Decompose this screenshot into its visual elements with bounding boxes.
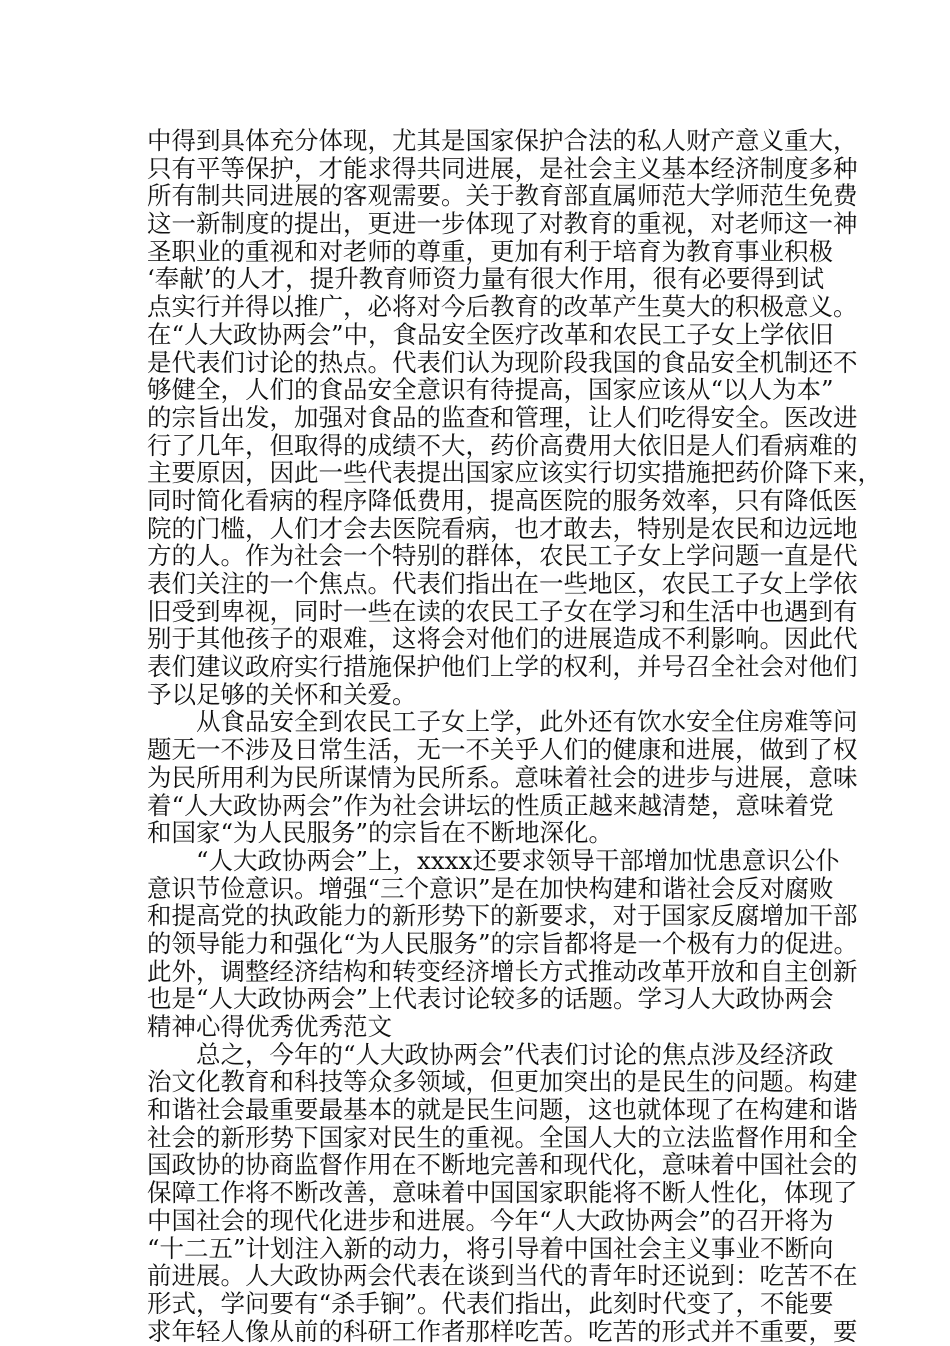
text-line: 的宗旨出发，加强对食品的监查和管理，让人们吃得安全。医改进 [147,402,858,432]
text-line: 主要原因，因此一些代表提出国家应该实行切实措施把药价降下来， [147,458,882,488]
text-line: 保障工作将不断改善，意味着中国国家职能将不断人性化，体现了 [147,1178,858,1208]
text-line: 方的人。作为社会一个特别的群体，农民工子女上学问题一直是代 [147,541,858,571]
text-line: 国政协的协商监督作用在不断地完善和现代化，意味着中国社会的 [147,1150,858,1180]
text-line: 和国家“为人民服务”的宗旨在不断地深化。 [147,818,614,848]
text-line: 求年轻人像从前的科研工作者那样吃苦。吃苦的形式并不重要，要 [147,1316,858,1346]
text-line: 点实行并得以推广，必将对今后教育的改革产生莫大的积极意义。 [147,292,858,322]
paragraph [147,1039,858,1346]
text-line: “十二五”计划注入新的动力，将引导着中国社会主义事业不断向 [147,1233,834,1263]
text-line: 够健全，人们的食品安全意识有待提高，国家应该从“以人为本” [147,375,834,405]
text-line: 是代表们讨论的热点。代表们认为现阶段我国的食品安全机制还不 [147,347,858,377]
text-line: 总之，今年的“人大政协两会”代表们讨论的焦点涉及经济政 [147,1039,834,1069]
text-line: 此外，调整经济结构和转变经济增长方式推动改革开放和自主创新 [147,956,858,986]
text-line: 的领导能力和强化“为人民服务”的宗旨都将是一个极有力的促进。 [147,928,859,958]
text-line: 表们建议政府实行措施保护他们上学的权利，并号召全社会对他们 [147,652,858,682]
text-line: 从食品安全到农民工子女上学，此外还有饮水安全住房难等问 [147,707,858,737]
text-line: 院的门槛，人们才会去医院看病，也才敢去，特别是农民和边远地 [147,513,858,543]
text-line: 所有制共同进展的客观需要。关于教育部直属师范大学师范生免费 [147,181,858,211]
text-line: 只有平等保护，才能求得共同进展，是社会主义基本经济制度多种 [147,153,858,183]
text-line: 旧受到卑视，同时一些在读的农民工子女在学习和生活中也遇到有 [147,596,858,626]
text-line: 中得到具体充分体现，尤其是国家保护合法的私人财产意义重大， [147,126,858,155]
text-line: ‘奉献’的人才，提升教育师资力量有很大作用，很有必要得到试 [147,264,825,294]
text-line: 在“人大政协两会”中，食品安全医疗改革和农民工子女上学依旧 [147,319,834,349]
text-line: 别于其他孩子的艰难，这将会对他们的进展造成不利影响。因此代 [147,624,858,654]
text-line: 社会的新形势下国家对民生的重视。全国人大的立法监督作用和全 [147,1122,858,1152]
text-line: 同时简化看病的程序降低费用，提高医院的服务效率，只有降低医 [147,485,858,515]
text-line: 着“人大政协两会”作为社会讲坛的性质正越来越清楚，意味着党 [147,790,834,820]
text-line: 精神心得优秀优秀范文 [147,1012,392,1041]
text-line: 和提高党的执政能力的新形势下的新要求，对于国家反腐增加干部 [147,901,858,931]
paragraph [147,707,858,848]
text-line: 圣职业的重视和对老师的尊重，更加有利于培育为教育事业积极 [147,236,833,266]
text-line: 为民所用利为民所谋情为民所系。意味着社会的进步与进展，意味 [147,762,858,792]
paragraph [147,845,859,1041]
text-line: 这一新制度的提出，更进一步体现了对教育的重视，对老师这一神 [147,209,858,239]
text-line: 前进展。人大政协两会代表在谈到当代的青年时还说到：吃苦不在 [147,1261,858,1291]
text-line: 题无一不涉及日常生活，无一不关乎人们的健康和进展，做到了权 [147,735,858,765]
paragraph [147,126,882,709]
text-line: 行了几年，但取得的成绩不大，药价高费用大依旧是人们看病难的 [147,430,858,460]
text-line: 治文化教育和科技等众多领域，但更加突出的是民生的问题。构建 [147,1067,858,1097]
text-line: 予以足够的关怀和关爱。 [147,679,417,709]
text-line: 和谐社会最重要最基本的就是民生问题，这也就体现了在构建和谐 [147,1095,858,1125]
text-line: 意识节俭意识。增强“三个意识”是在加快构建和谐社会反对腐败 [147,873,834,903]
text-line: 中国社会的现代化进步和进展。今年“人大政协两会”的召开将为 [147,1205,834,1235]
text-line: 表们关注的一个焦点。代表们指出在一些地区，农民工子女上学依 [147,569,858,598]
document-body [147,126,882,1346]
text-line: “人大政协两会”上，xxxx还要求领导干部增加忧患意识公仆 [147,845,840,875]
text-line: 也是“人大政协两会”上代表讨论较多的话题。学习人大政协两会 [147,984,834,1014]
text-line: 形式，学问要有“杀手锏”。代表们指出，此刻时代变了，不能要 [147,1288,834,1318]
